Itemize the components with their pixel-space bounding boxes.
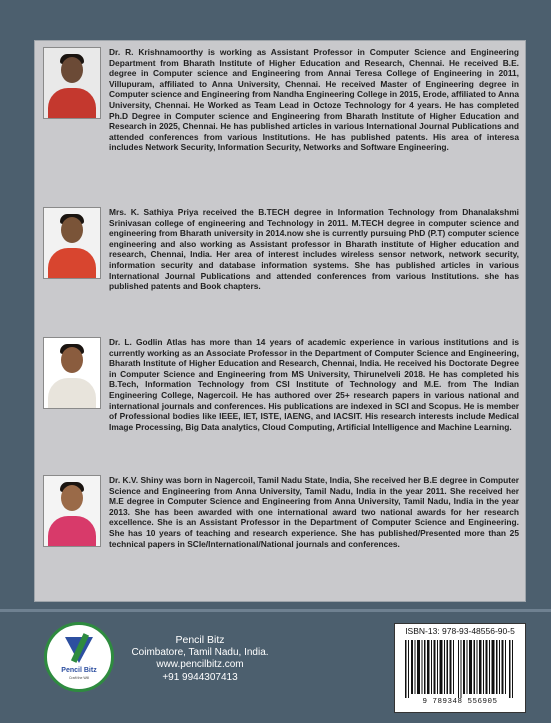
isbn-label: ISBN-13: 978-93-48556-90-5 [405, 626, 515, 636]
author-photo-2 [43, 207, 101, 279]
author-bios-panel [34, 40, 526, 602]
author-bio-text-1: Dr. R. Krishnamoorthy is working as Assistant Professor in Computer Science and Engineering Department from Bharath Institute of Higher Education and Research, Chennai. He received B.E. degree in Computer science and Engineering from Annai Teresa College of Engineering in 2011, Villupuram, affiliated to Anna University, Chennai. He received Master of Engineering degree in Computer science and Engineering from Nandha Engineering College in 2015, Erode, affiliated to Anna University, Chennai. He Worked as Team Lead in Octoze Technology for 4 years. He has completed Ph.D Degree in Computer science and Engineering from Bharath Institute of Higher Education and Research in 2025, Chennai. He has published articles in various International Journal Publications and attended conferences from various Institutions. He has published patents. His area of interesa includes Network Security, Information Security, Networks and Software Engineering. [109, 47, 519, 153]
author-bio-3 [43, 337, 519, 432]
author-photo-1 [43, 47, 101, 119]
author-bio-text-3: Dr. L. Godlin Atlas has more than 14 years of academic experience in various institutions and is currently working as an Associate Professor in the Department of Computer Science and Engineering, Bharath Institute of Higher Education and Research, Chennai, India. He received his Doctorate Degree in Computer Science and Engineering from MS University, Thirunelveli 2018. He has completed his B.Tech, Information Technology from CSI Institute of Technology and M.E. from The Indian Engineering College, Nagercoil. He has authored over 25+ research papers in various national and international journals and conferences. His publications are indexed in SCI and Scopus. He is member of Professional bodies like IEEE, IET, ISTE, IAENG, and IACSIT. His research interests include Medical Image Processing, Big Data analytics, Cloud Computing, Artificial Intelligence and Machine Learning. [109, 337, 519, 432]
author-bio-text-2: Mrs. K. Sathiya Priya received the B.TECH degree in Information Technology from Dhanalakshmi Srinivasan college of engineering and Technology in 2011. M.TECH degree in computer science and engineering from Bharath university in 2014.now she is currently pursuing PhD (P.T) computer science engineering and also working as Assistant professor in Bharath institute of Higher education and research, Chennai, India. Her area of interest includes wireless sensor network, network security, information security and database information systems. She has published articles in various International Journal Publications and attended conferences from various Institutions. she has published patents and Book chapters. [109, 207, 519, 292]
publisher-phone: +91 9944307413 [162, 671, 238, 683]
logo-text: Pencil Bitz [61, 667, 97, 674]
publisher-name: Pencil Bitz [175, 634, 225, 646]
author-bio-2 [43, 207, 519, 292]
author-photo-3 [43, 337, 101, 409]
publisher-address: Coimbatore, Tamil Nadu, India. [131, 646, 269, 658]
barcode-digits: 9 789348 556905 [422, 698, 498, 706]
author-bio-4 [43, 475, 519, 549]
barcode-bars [405, 640, 515, 698]
author-photo-4 [43, 475, 101, 547]
footer-divider [0, 609, 551, 612]
publisher-website: www.pencilbitz.com [156, 659, 244, 670]
logo-tagline: Craft the Will [68, 676, 90, 680]
author-bio-text-4: Dr. K.V. Shiny was born in Nagercoil, Tamil Nadu State, India, She received her B.E degree in Computer Science and Engineering from Anna University, Tamil Nadu, India in the year 2011. She received her M.E degree in Computer Science and Engineering from Anna University, Tamil Nadu, India in the year 2013. She has been awarded with one international award two national awards for her research excellence. She is an Assistant Professor in the Department of Computer Science and Engineering. She has 10 years of teaching and research experience. She has published/Presented more than 25 technical papers in SCIe/International/National journals and conferences. [109, 475, 519, 549]
author-bio-1 [43, 47, 519, 153]
publisher-logo [44, 622, 114, 692]
isbn-barcode [394, 623, 526, 713]
publisher-info [120, 634, 280, 684]
